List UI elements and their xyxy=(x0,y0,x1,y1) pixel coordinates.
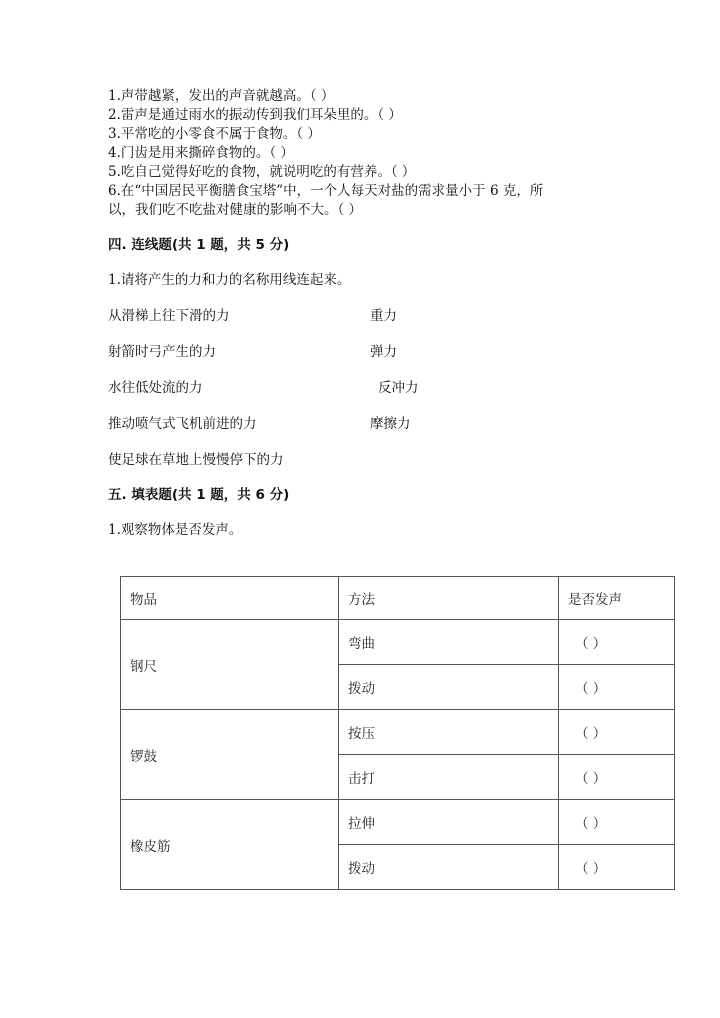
table-answer-cell[interactable]: （ ） xyxy=(559,665,675,710)
judge-item: 2.雷声是通过雨水的振动传到我们耳朵里的。（ ） xyxy=(108,107,402,123)
table-answer-cell[interactable]: （ ） xyxy=(559,800,675,845)
table-header: 方法 xyxy=(339,577,559,620)
table-answer-cell[interactable]: （ ） xyxy=(559,845,675,890)
judge-item: 1.声带越紧，发出的声音就越高。（ ） xyxy=(108,88,335,104)
table-method-cell: 拉伸 xyxy=(339,800,559,845)
observation-table xyxy=(120,576,675,890)
table-item-cell: 锣鼓 xyxy=(121,710,339,800)
match-left-item: 射箭时弓产生的力 xyxy=(108,344,216,360)
match-right-item: 弹力 xyxy=(370,344,397,360)
match-left-item: 从滑梯上往下滑的力 xyxy=(108,308,230,324)
table-answer-cell[interactable]: （ ） xyxy=(559,755,675,800)
judge-item: 4.门齿是用来撕碎食物的。（ ） xyxy=(108,145,294,161)
table-item-cell: 橡皮筋 xyxy=(121,800,339,890)
section-5-question: 1.观察物体是否发声。 xyxy=(108,522,243,538)
table-method-cell: 拨动 xyxy=(339,665,559,710)
section-4-title: 四. 连线题(共 1 题，共 5 分) xyxy=(108,237,290,253)
judge-item: 以，我们吃不吃盐对健康的影响不大。（ ） xyxy=(108,202,363,218)
table-header: 物品 xyxy=(121,577,339,620)
match-right-item: 摩擦力 xyxy=(370,416,411,432)
table-method-cell: 拨动 xyxy=(339,845,559,890)
table-item-cell: 钢尺 xyxy=(121,620,339,710)
judge-item: 5.吃自己觉得好吃的食物，就说明吃的有营养。（ ） xyxy=(108,164,416,180)
table-row xyxy=(121,800,675,845)
table-header-row xyxy=(121,577,675,620)
table-row xyxy=(121,620,675,665)
table-answer-cell[interactable]: （ ） xyxy=(559,710,675,755)
match-right-item: 重力 xyxy=(370,308,397,324)
match-left-item: 推动喷气式飞机前进的力 xyxy=(108,416,257,432)
table-method-cell: 击打 xyxy=(339,755,559,800)
section-5-title: 五. 填表题(共 1 题，共 6 分) xyxy=(108,487,290,503)
match-left-item: 使足球在草地上慢慢停下的力 xyxy=(108,452,284,468)
table-header: 是否发声 xyxy=(559,577,675,620)
table-answer-cell[interactable]: （ ） xyxy=(559,620,675,665)
table-method-cell: 弯曲 xyxy=(339,620,559,665)
table-row xyxy=(121,710,675,755)
section-4-question: 1.请将产生的力和力的名称用线连起来。 xyxy=(108,272,351,288)
judge-item: 6.在“中国居民平衡膳食宝塔”中，一个人每天对盐的需求量小于 6 克，所 xyxy=(108,183,544,199)
match-right-item: 反冲力 xyxy=(378,380,419,396)
table-method-cell: 按压 xyxy=(339,710,559,755)
match-left-item: 水往低处流的力 xyxy=(108,380,203,396)
judge-item: 3.平常吃的小零食不属于食物。（ ） xyxy=(108,126,321,142)
